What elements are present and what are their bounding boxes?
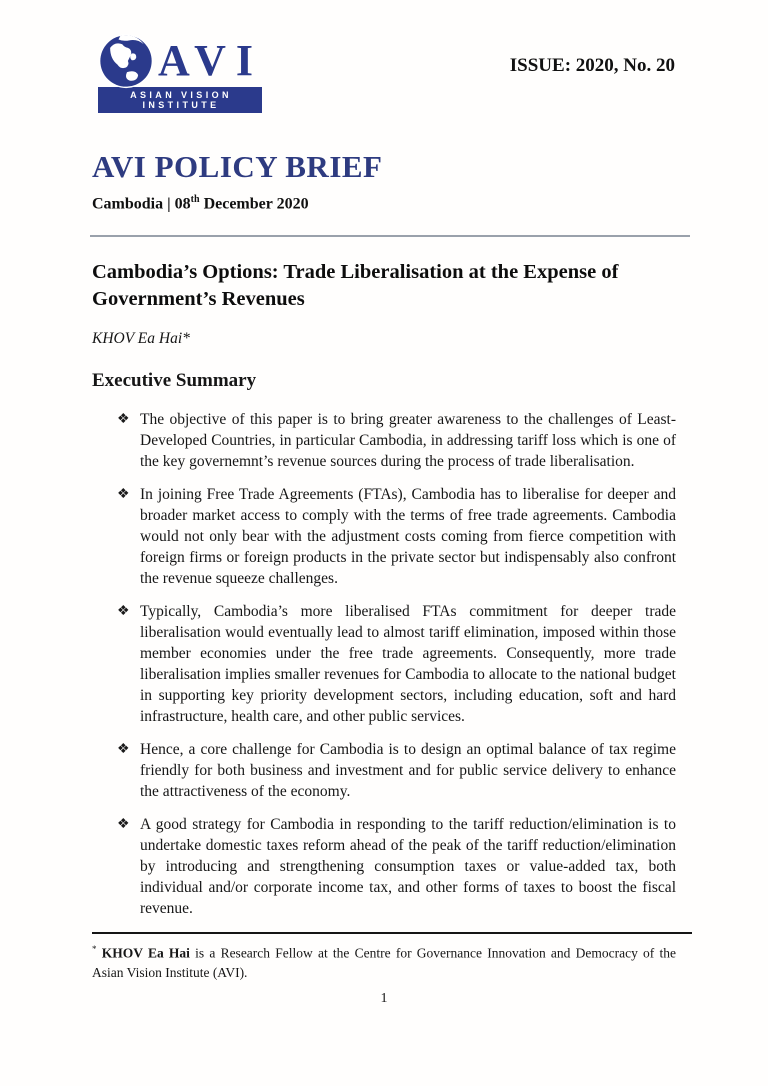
logo-tagline: ASIAN VISION INSTITUTE xyxy=(98,87,262,113)
diamond-bullet-icon: ❖ xyxy=(117,742,130,758)
brief-title: AVI POLICY BRIEF xyxy=(92,149,383,184)
author-byline: KHOV Ea Hai* xyxy=(92,330,190,348)
dateline xyxy=(92,194,676,213)
list-item xyxy=(92,601,676,727)
avi-logo-top xyxy=(98,33,263,89)
diamond-bullet-icon: ❖ xyxy=(117,487,130,503)
bullet-text: Hence, a core challenge for Cambodia is to design an optimal balance of tax regime friendly for both business and investment and for public service delivery to enhance the attractiveness of the economy. xyxy=(140,741,676,801)
diamond-bullet-icon: ❖ xyxy=(117,817,130,833)
list-item xyxy=(92,739,676,802)
list-item xyxy=(92,409,676,472)
article-body xyxy=(0,237,768,919)
footnote-divider xyxy=(92,932,692,934)
masthead xyxy=(0,113,768,213)
section-heading: Executive Summary xyxy=(92,370,257,392)
diamond-bullet-icon: ❖ xyxy=(117,604,130,620)
footnote xyxy=(92,940,676,982)
footnote-author: KHOV Ea Hai xyxy=(101,945,190,961)
bullet-text: The objective of this paper is to bring greater awareness to the challenges of Least-Developed Countries, in particular Cambodia, in addressing tariff loss which is one of the key governemnt’s revenue sources during the process of trade liberalisation. xyxy=(140,411,676,471)
page-number: 1 xyxy=(380,990,388,1006)
list-item xyxy=(92,814,676,919)
document-header xyxy=(0,0,768,113)
globe-icon xyxy=(98,33,154,89)
page-footer xyxy=(0,932,768,1007)
issue-label: ISSUE: 2020, No. 20 xyxy=(509,55,675,76)
diamond-bullet-icon: ❖ xyxy=(117,412,130,428)
footnote-text: is a Research Fellow at the Centre for Governance Innovation and Democracy of the Asian Vision Institute (AVI). xyxy=(92,945,677,980)
bullet-text: A good strategy for Cambodia in responding to the tariff reduction/elimination is to undertake domestic taxes reform ahead of the peak of the tariff reduction/elimination by introducing and strengthening consumption taxes or value-added tax, both individual and/or corporate income tax, and other forms of taxes to boost the fiscal revenue. xyxy=(140,816,676,918)
article-title: Cambodia’s Options: Trade Liberalisation at the Expense of Government’s Revenues xyxy=(92,261,619,311)
footnote-marker: * xyxy=(92,944,97,954)
logo-acronym: AVI xyxy=(158,36,264,85)
bullet-text: In joining Free Trade Agreements (FTAs), Cambodia has to liberalise for deeper and broader market access to comply with the terms of free trade agreements. Cambodia would not only bear with the adjustment costs coming from fierce competition with foreign firms or foreign products in the private sector but indispensably also confront the revenue squeeze challenges. xyxy=(140,486,676,588)
dateline-ordinal: th xyxy=(190,194,200,205)
avi-logo xyxy=(98,33,263,113)
list-item xyxy=(92,484,676,589)
bullet-list xyxy=(92,409,676,919)
dateline-prefix: Cambodia | 08 xyxy=(92,195,191,213)
dateline-suffix: December 2020 xyxy=(199,195,309,213)
bullet-text: Typically, Cambodia’s more liberalised FTAs commitment for deeper trade liberalisation would eventually lead to almost tariff elimination, imposed within those member economies under the free trade agreements. Consequently, more trade liberalisation implies smaller revenues for Cambodia to allocate to the national budget in supporting key priority development sectors, including education, soft and hard infrastructure, health care, and other public services. xyxy=(140,603,676,726)
